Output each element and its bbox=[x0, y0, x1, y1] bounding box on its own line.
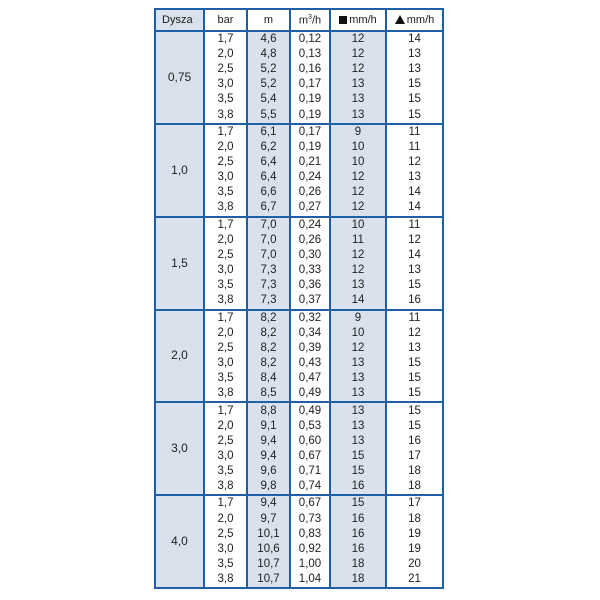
triangle-rate-cell: 11 bbox=[386, 140, 442, 155]
table-row bbox=[156, 124, 442, 140]
square-rate-cell: 10 bbox=[330, 217, 386, 233]
square-rate-cell: 18 bbox=[330, 572, 386, 587]
m-cell: 4,8 bbox=[247, 47, 290, 62]
triangle-rate-cell: 12 bbox=[386, 233, 442, 248]
m-cell: 10,7 bbox=[247, 557, 290, 572]
triangle-rate-cell: 13 bbox=[386, 62, 442, 77]
header-flow-sup: 3 bbox=[308, 13, 312, 21]
flow-cell: 0,19 bbox=[290, 92, 330, 107]
square-rate-cell: 10 bbox=[330, 155, 386, 170]
square-rate-cell: 11 bbox=[330, 233, 386, 248]
bar-cell: 2,5 bbox=[204, 527, 247, 542]
flow-cell: 0,17 bbox=[290, 124, 330, 140]
flow-cell: 0,34 bbox=[290, 326, 330, 341]
flow-cell: 0,12 bbox=[290, 31, 330, 47]
m-cell: 9,4 bbox=[247, 449, 290, 464]
triangle-rate-cell: 11 bbox=[386, 124, 442, 140]
flow-cell: 0,19 bbox=[290, 140, 330, 155]
square-rate-cell: 16 bbox=[330, 512, 386, 527]
triangle-rate-cell: 19 bbox=[386, 527, 442, 542]
bar-cell: 1,7 bbox=[204, 31, 247, 47]
square-rate-cell: 13 bbox=[330, 92, 386, 107]
m-cell: 7,0 bbox=[247, 233, 290, 248]
bar-cell: 2,5 bbox=[204, 155, 247, 170]
square-rate-cell: 12 bbox=[330, 62, 386, 77]
triangle-rate-cell: 15 bbox=[386, 356, 442, 371]
triangle-rate-cell: 15 bbox=[386, 419, 442, 434]
bar-cell: 2,0 bbox=[204, 326, 247, 341]
dysza-cell: 1,0 bbox=[156, 124, 204, 217]
m-cell: 5,4 bbox=[247, 92, 290, 107]
bar-cell: 2,5 bbox=[204, 434, 247, 449]
flow-cell: 0,32 bbox=[290, 310, 330, 326]
square-rate-cell: 16 bbox=[330, 527, 386, 542]
bar-cell: 2,5 bbox=[204, 248, 247, 263]
triangle-rate-cell: 11 bbox=[386, 217, 442, 233]
m-cell: 7,3 bbox=[247, 263, 290, 278]
bar-cell: 3,0 bbox=[204, 263, 247, 278]
m-cell: 8,5 bbox=[247, 386, 290, 402]
triangle-rate-cell: 14 bbox=[386, 185, 442, 200]
header-flow-base: m bbox=[298, 14, 309, 27]
m-cell: 9,6 bbox=[247, 464, 290, 479]
square-rate-cell: 15 bbox=[330, 495, 386, 511]
bar-cell: 1,7 bbox=[204, 495, 247, 511]
header-flow-tail: /h bbox=[311, 14, 322, 27]
table-body bbox=[156, 31, 442, 587]
table-row bbox=[156, 402, 442, 418]
triangle-rate-cell: 18 bbox=[386, 512, 442, 527]
m-cell: 9,4 bbox=[247, 495, 290, 511]
m-cell: 10,6 bbox=[247, 542, 290, 557]
bar-cell: 3,0 bbox=[204, 542, 247, 557]
square-rate-cell: 12 bbox=[330, 170, 386, 185]
triangle-rate-cell: 13 bbox=[386, 170, 442, 185]
triangle-rate-cell: 15 bbox=[386, 402, 442, 418]
bar-cell: 2,0 bbox=[204, 419, 247, 434]
triangle-rate-cell: 12 bbox=[386, 155, 442, 170]
m-cell: 6,7 bbox=[247, 200, 290, 216]
dysza-cell: 1,5 bbox=[156, 217, 204, 310]
square-rate-cell: 13 bbox=[330, 77, 386, 92]
m-cell: 9,8 bbox=[247, 479, 290, 495]
flow-cell: 0,43 bbox=[290, 356, 330, 371]
header-dysza: Dysza bbox=[156, 10, 204, 31]
bar-cell: 2,0 bbox=[204, 233, 247, 248]
bar-cell: 2,0 bbox=[204, 47, 247, 62]
square-rate-cell: 12 bbox=[330, 185, 386, 200]
header-flow bbox=[290, 10, 330, 31]
m-cell: 6,1 bbox=[247, 124, 290, 140]
bar-cell: 3,5 bbox=[204, 557, 247, 572]
bar-cell: 2,5 bbox=[204, 341, 247, 356]
bar-cell: 3,0 bbox=[204, 449, 247, 464]
triangle-rate-cell: 16 bbox=[386, 293, 442, 309]
square-rate-cell: 13 bbox=[330, 278, 386, 293]
flow-cell: 0,16 bbox=[290, 62, 330, 77]
dysza-cell: 2,0 bbox=[156, 310, 204, 403]
flow-cell: 0,60 bbox=[290, 434, 330, 449]
m-cell: 9,7 bbox=[247, 512, 290, 527]
triangle-rate-cell: 15 bbox=[386, 92, 442, 107]
square-rate-cell: 12 bbox=[330, 341, 386, 356]
flow-cell: 0,19 bbox=[290, 107, 330, 123]
flow-cell: 0,92 bbox=[290, 542, 330, 557]
flow-cell: 0,53 bbox=[290, 419, 330, 434]
square-rate-cell: 16 bbox=[330, 479, 386, 495]
flow-cell: 0,30 bbox=[290, 248, 330, 263]
flow-cell: 0,33 bbox=[290, 263, 330, 278]
flow-cell: 0,83 bbox=[290, 527, 330, 542]
m-cell: 4,6 bbox=[247, 31, 290, 47]
triangle-rate-cell: 11 bbox=[386, 310, 442, 326]
flow-cell: 0,36 bbox=[290, 278, 330, 293]
table-row bbox=[156, 31, 442, 47]
bar-cell: 2,5 bbox=[204, 62, 247, 77]
bar-cell: 3,5 bbox=[204, 464, 247, 479]
bar-cell: 3,5 bbox=[204, 185, 247, 200]
flow-cell: 0,27 bbox=[290, 200, 330, 216]
m-cell: 5,5 bbox=[247, 107, 290, 123]
m-cell: 8,2 bbox=[247, 326, 290, 341]
square-rate-cell: 9 bbox=[330, 124, 386, 140]
dysza-cell: 3,0 bbox=[156, 402, 204, 495]
square-rate-cell: 12 bbox=[330, 31, 386, 47]
triangle-rate-cell: 15 bbox=[386, 77, 442, 92]
m-cell: 8,2 bbox=[247, 341, 290, 356]
triangle-rate-cell: 15 bbox=[386, 278, 442, 293]
square-icon bbox=[339, 16, 347, 24]
square-rate-cell: 16 bbox=[330, 542, 386, 557]
m-cell: 9,1 bbox=[247, 419, 290, 434]
flow-cell: 0,17 bbox=[290, 77, 330, 92]
flow-cell: 0,47 bbox=[290, 371, 330, 386]
flow-cell: 0,39 bbox=[290, 341, 330, 356]
bar-cell: 2,0 bbox=[204, 140, 247, 155]
square-rate-cell: 15 bbox=[330, 449, 386, 464]
bar-cell: 2,0 bbox=[204, 512, 247, 527]
square-rate-cell: 13 bbox=[330, 107, 386, 123]
square-rate-cell: 12 bbox=[330, 200, 386, 216]
triangle-rate-cell: 14 bbox=[386, 31, 442, 47]
table-row bbox=[156, 310, 442, 326]
nozzle-table bbox=[156, 10, 442, 587]
triangle-rate-cell: 14 bbox=[386, 200, 442, 216]
m-cell: 6,4 bbox=[247, 155, 290, 170]
bar-cell: 3,8 bbox=[204, 572, 247, 587]
bar-cell: 1,7 bbox=[204, 310, 247, 326]
flow-cell: 0,24 bbox=[290, 217, 330, 233]
triangle-rate-cell: 19 bbox=[386, 542, 442, 557]
flow-cell: 0,37 bbox=[290, 293, 330, 309]
triangle-rate-cell: 17 bbox=[386, 495, 442, 511]
flow-cell: 0,71 bbox=[290, 464, 330, 479]
bar-cell: 3,8 bbox=[204, 107, 247, 123]
square-rate-cell: 15 bbox=[330, 464, 386, 479]
triangle-rate-cell: 16 bbox=[386, 434, 442, 449]
m-cell: 10,1 bbox=[247, 527, 290, 542]
table-row bbox=[156, 217, 442, 233]
triangle-rate-cell: 15 bbox=[386, 386, 442, 402]
bar-cell: 3,8 bbox=[204, 293, 247, 309]
flow-cell: 0,74 bbox=[290, 479, 330, 495]
triangle-rate-cell: 15 bbox=[386, 107, 442, 123]
m-cell: 6,6 bbox=[247, 185, 290, 200]
triangle-rate-cell: 20 bbox=[386, 557, 442, 572]
m-cell: 8,2 bbox=[247, 356, 290, 371]
triangle-rate-cell: 18 bbox=[386, 479, 442, 495]
header-row bbox=[156, 10, 442, 31]
bar-cell: 1,7 bbox=[204, 124, 247, 140]
square-rate-cell: 13 bbox=[330, 402, 386, 418]
triangle-rate-cell: 13 bbox=[386, 47, 442, 62]
bar-cell: 3,8 bbox=[204, 479, 247, 495]
square-rate-cell: 13 bbox=[330, 371, 386, 386]
table-row bbox=[156, 495, 442, 511]
header-triangle-rate bbox=[386, 10, 442, 31]
bar-cell: 3,8 bbox=[204, 386, 247, 402]
m-cell: 5,2 bbox=[247, 62, 290, 77]
m-cell: 5,2 bbox=[247, 77, 290, 92]
header-square-label: mm/h bbox=[349, 14, 377, 26]
square-rate-cell: 13 bbox=[330, 356, 386, 371]
square-rate-cell: 18 bbox=[330, 557, 386, 572]
flow-cell: 1,04 bbox=[290, 572, 330, 587]
triangle-icon bbox=[395, 15, 405, 24]
square-rate-cell: 9 bbox=[330, 310, 386, 326]
m-cell: 8,8 bbox=[247, 402, 290, 418]
square-rate-cell: 12 bbox=[330, 47, 386, 62]
flow-cell: 0,49 bbox=[290, 402, 330, 418]
bar-cell: 1,7 bbox=[204, 402, 247, 418]
square-rate-cell: 13 bbox=[330, 386, 386, 402]
flow-cell: 0,67 bbox=[290, 449, 330, 464]
bar-cell: 3,0 bbox=[204, 356, 247, 371]
bar-cell: 3,5 bbox=[204, 278, 247, 293]
m-cell: 7,3 bbox=[247, 293, 290, 309]
bar-cell: 3,5 bbox=[204, 92, 247, 107]
triangle-rate-cell: 12 bbox=[386, 326, 442, 341]
square-rate-cell: 12 bbox=[330, 248, 386, 263]
m-cell: 6,2 bbox=[247, 140, 290, 155]
flow-cell: 0,26 bbox=[290, 233, 330, 248]
header-m: m bbox=[247, 10, 290, 31]
triangle-rate-cell: 14 bbox=[386, 248, 442, 263]
triangle-rate-cell: 18 bbox=[386, 464, 442, 479]
bar-cell: 3,8 bbox=[204, 200, 247, 216]
square-rate-cell: 10 bbox=[330, 326, 386, 341]
dysza-cell: 4,0 bbox=[156, 495, 204, 587]
bar-cell: 1,7 bbox=[204, 217, 247, 233]
nozzle-table-frame bbox=[154, 8, 444, 589]
flow-cell: 0,24 bbox=[290, 170, 330, 185]
header-bar: bar bbox=[204, 10, 247, 31]
square-rate-cell: 10 bbox=[330, 140, 386, 155]
m-cell: 10,7 bbox=[247, 572, 290, 587]
triangle-rate-cell: 15 bbox=[386, 371, 442, 386]
header-triangle-label: mm/h bbox=[406, 14, 435, 26]
flow-cell: 0,73 bbox=[290, 512, 330, 527]
m-cell: 7,0 bbox=[247, 248, 290, 263]
square-rate-cell: 14 bbox=[330, 293, 386, 309]
flow-cell: 1,00 bbox=[290, 557, 330, 572]
m-cell: 9,4 bbox=[247, 434, 290, 449]
square-rate-cell: 12 bbox=[330, 263, 386, 278]
flow-cell: 0,67 bbox=[290, 495, 330, 511]
triangle-rate-cell: 13 bbox=[386, 263, 442, 278]
flow-cell: 0,26 bbox=[290, 185, 330, 200]
m-cell: 7,3 bbox=[247, 278, 290, 293]
bar-cell: 3,0 bbox=[204, 77, 247, 92]
triangle-rate-cell: 17 bbox=[386, 449, 442, 464]
triangle-rate-cell: 13 bbox=[386, 341, 442, 356]
flow-cell: 0,21 bbox=[290, 155, 330, 170]
bar-cell: 3,0 bbox=[204, 170, 247, 185]
m-cell: 7,0 bbox=[247, 217, 290, 233]
m-cell: 8,4 bbox=[247, 371, 290, 386]
square-rate-cell: 13 bbox=[330, 419, 386, 434]
triangle-rate-cell: 21 bbox=[386, 572, 442, 587]
dysza-cell: 0,75 bbox=[156, 31, 204, 124]
square-rate-cell: 13 bbox=[330, 434, 386, 449]
flow-cell: 0,49 bbox=[290, 386, 330, 402]
flow-cell: 0,13 bbox=[290, 47, 330, 62]
header-square-rate bbox=[330, 10, 386, 31]
bar-cell: 3,5 bbox=[204, 371, 247, 386]
m-cell: 6,4 bbox=[247, 170, 290, 185]
m-cell: 8,2 bbox=[247, 310, 290, 326]
